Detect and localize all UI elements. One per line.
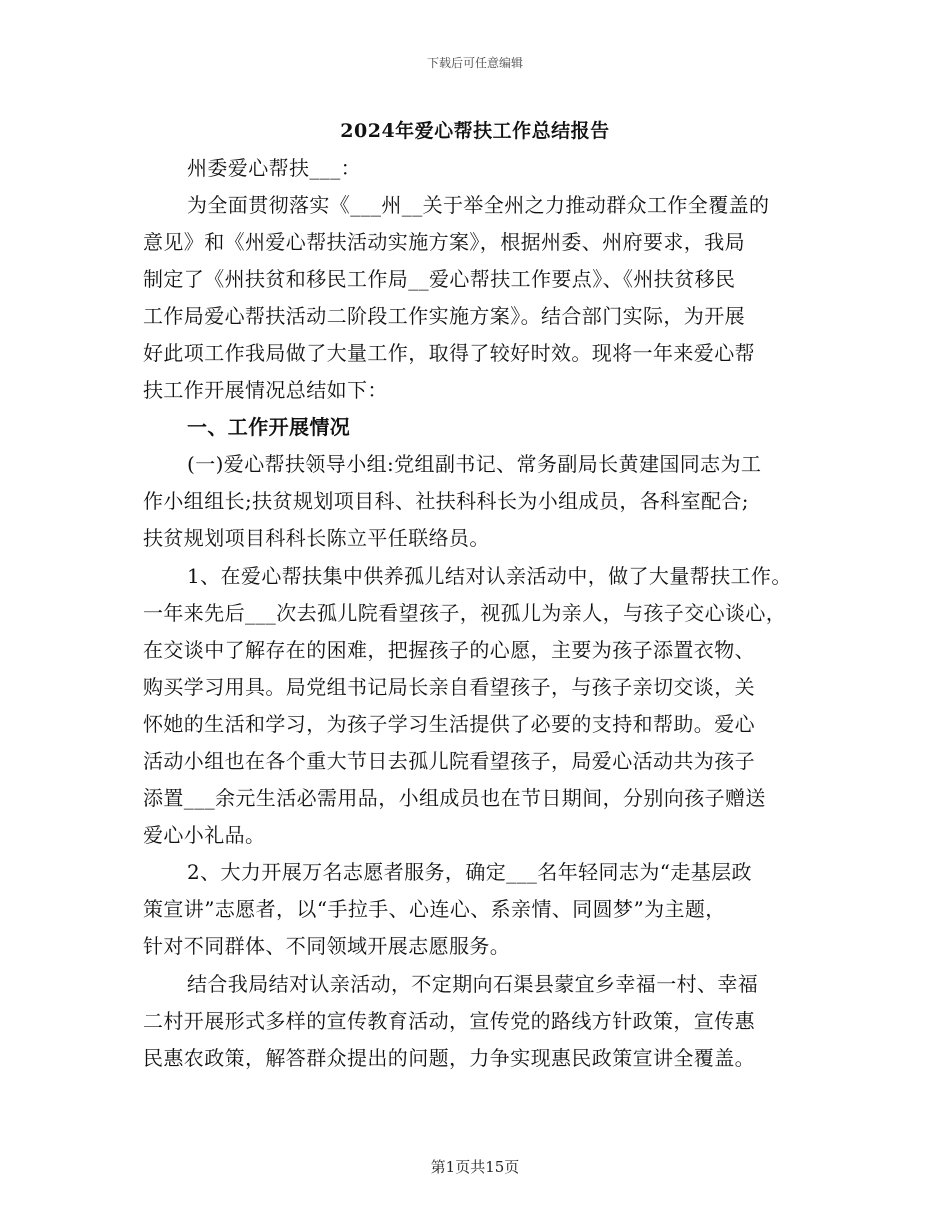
body-line: 意见》和《州爱心帮扶活动实施方案》，根据州委、州府要求，我局	[143, 230, 745, 254]
body-line: 在交谈中了解存在的困难，把握孩子的心愿，主要为孩子添置衣物、	[143, 638, 755, 662]
body-line: 一年来先后___次去孤儿院看望孩子，视孤儿为亲人，与孩子交心谈心，	[143, 601, 787, 625]
body-line: 2、大力开展万名志愿者服务，确定___名年轻同志为“走基层政	[187, 860, 752, 884]
body-line: (一)爱心帮扶领导小组:党组副书记、常务副局长黄建国同志为工	[187, 452, 762, 476]
body-line: 作小组组长;扶贫规划项目科、社扶科科长为小组成员，各科室配合;	[143, 489, 749, 513]
body-line: 二村开展形式多样的宣传教育活动，宣传党的路线方针政策，宣传惠	[143, 1009, 755, 1033]
body-line: 怀她的生活和学习，为孩子学习生活提供了必要的支持和帮助。爱心	[143, 712, 755, 736]
body-line: 民惠农政策，解答群众提出的问题，力争实现惠民政策宣讲全覆盖。	[143, 1046, 755, 1070]
body-line: 购买学习用具。局党组书记局长亲自看望孩子，与孩子亲切交谈，关	[143, 675, 755, 699]
page-header-note: 下载后可任意编辑	[426, 56, 523, 70]
body-line: 为全面贯彻落实《___州__关于举全州之力推动群众工作全覆盖的	[187, 193, 770, 217]
body-line: 添置___余元生活必需用品，小组成员也在节日期间，分别向孩子赠送	[143, 786, 766, 810]
body-line: 制定了《州扶贫和移民工作局__爱心帮扶工作要点》、《州扶贫移民	[143, 267, 736, 291]
body-line: 策宣讲”志愿者，以“手拉手、心连心、系亲情、同圆梦”为主题，	[143, 897, 726, 921]
body-line: 工作局爱心帮扶活动二阶段工作实施方案》。结合部门实际，为开展	[143, 304, 745, 328]
body-line: 爱心小礼品。	[143, 823, 266, 847]
document-title: 2024年爱心帮扶工作总结报告	[340, 120, 610, 142]
body-line: 好此项工作我局做了大量工作，取得了较好时效。现将一年来爱心帮	[143, 341, 755, 365]
body-line: 结合我局结对认亲活动，不定期向石渠县蒙宜乡幸福一村、幸福	[187, 972, 759, 996]
body-line: 针对不同群体、不同领域开展志愿服务。	[143, 934, 511, 958]
body-line: 扶贫规划项目科科长陈立平任联络员。	[143, 526, 490, 550]
body-line: 活动小组也在各个重大节日去孤儿院看望孩子，局爱心活动共为孩子	[143, 749, 755, 773]
body-line: 1、在爱心帮扶集中供养孤儿结对认亲活动中，做了大量帮扶工作。	[187, 564, 792, 588]
body-line: 扶工作开展情况总结如下：	[143, 378, 388, 402]
salutation-line: 州委爱心帮扶___：	[187, 156, 361, 180]
page-number: 第1页共15页	[430, 1158, 520, 1176]
section-heading: 一、工作开展情况	[187, 415, 351, 439]
